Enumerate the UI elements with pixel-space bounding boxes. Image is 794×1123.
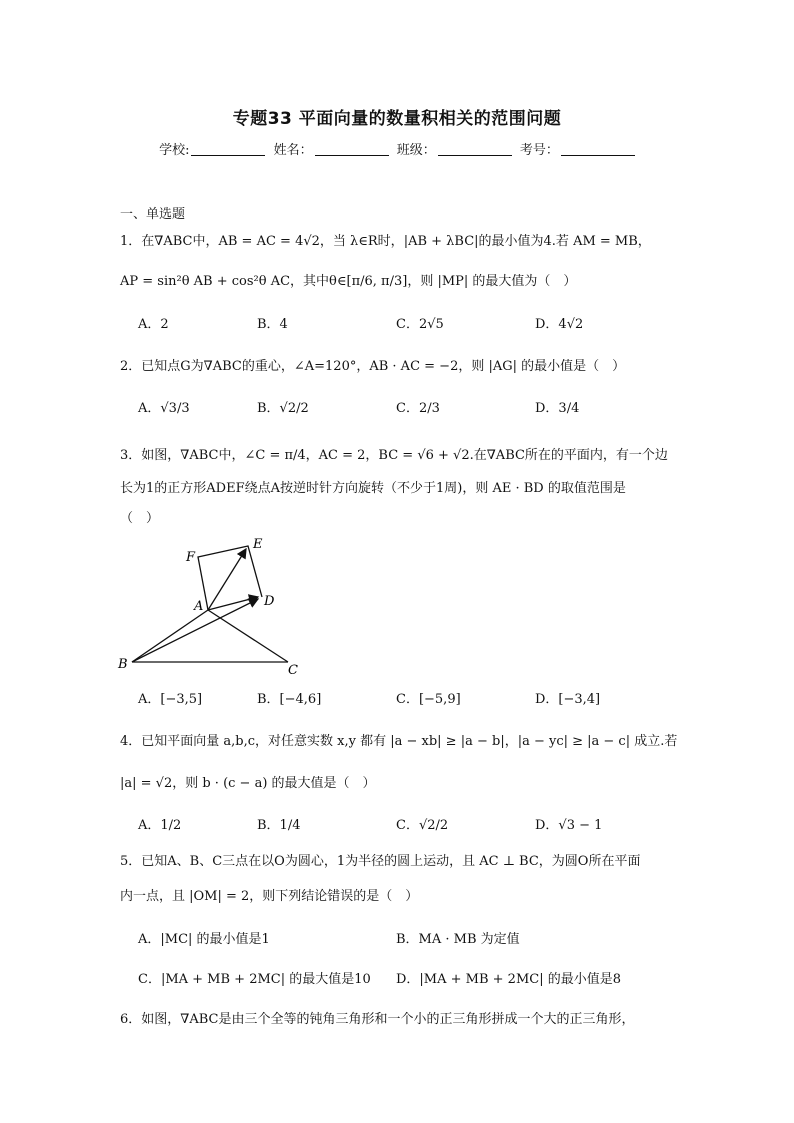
class-field: 班级： (397, 139, 512, 158)
question-5-line-1: 5．已知A、B、C三点在以O为圆心，1为半径的圆上运动，且 AC ⊥ BC，为圆O所在平面 (120, 854, 641, 869)
question-6-line-1: 6．如图，∇ABC是由三个全等的钝角三角形和一个小的正三角形拼成一个大的正三角形， (120, 1012, 635, 1027)
question-3-figure (112, 530, 312, 680)
section-heading: 一、单选题 (120, 207, 186, 222)
q3-option-c[interactable]: C．[−5,9] (396, 692, 461, 707)
label-b: B (118, 657, 128, 672)
vector-ae (208, 549, 246, 610)
label-e: E (253, 537, 263, 552)
question-3-line-3: （ ） (120, 511, 160, 526)
exam-number-blank[interactable] (561, 143, 635, 156)
q5-option-a[interactable]: A．|MC| 的最小值是1 (138, 932, 270, 947)
student-info-row (0, 139, 794, 158)
exam-number-field: 考号： (520, 139, 635, 158)
q1-abs-expression: |AB + λBC| (403, 234, 479, 249)
q2-option-c[interactable]: C．2/3 (396, 401, 440, 416)
q1-option-d[interactable]: D．4√2 (535, 317, 584, 332)
label-d: D (264, 594, 275, 609)
school-blank[interactable] (191, 143, 265, 156)
class-blank[interactable] (438, 143, 512, 156)
q5-option-c[interactable]: C．|MA + MB + 2MC| 的最大值是10 (138, 972, 371, 987)
question-4-line-2: |a| = √2，则 b · (c − a) 的最大值是（ ） (120, 776, 376, 791)
q4-option-a[interactable]: A．1/2 (138, 818, 182, 833)
segment-ab (132, 610, 208, 662)
question-5-line-2: 内一点，且 |OM| = 2，则下列结论错误的是（ ） (120, 889, 419, 904)
name-blank[interactable] (315, 143, 389, 156)
question-4-line-1: 4．已知平面向量 a,b,c，对任意实数 x,y 都有 |a − xb| ≥ |a − b|，|a − yc| ≥ |a − c| 成立.若 (120, 734, 678, 749)
q1-option-c[interactable]: C．2√5 (396, 317, 444, 332)
q2-option-a[interactable]: A．√3/3 (138, 401, 190, 416)
label-c: C (288, 663, 298, 678)
q1-option-b[interactable]: B．4 (257, 317, 288, 332)
q1-interval: [π/6, π/3] (346, 274, 408, 289)
question-2-line-1: 2．已知点G为∇ABC的重心，∠A=120°，AB · AC = −2，则 |AG| 的最小值是（ ） (120, 359, 626, 374)
q5-option-d[interactable]: D．|MA + MB + 2MC| 的最小值是8 (396, 972, 621, 987)
q4-option-d[interactable]: D．√3 − 1 (535, 818, 603, 833)
q4-option-b[interactable]: B．1/4 (257, 818, 301, 833)
label-f: F (186, 550, 196, 565)
question-1-line-2: AP = sin²θ AB + cos²θ AC，其中θ∈[π/6, π/3]，则 |MP| 的最大值为（ ） (120, 274, 577, 289)
name-field: 姓名： (274, 139, 389, 158)
document-title: 专题33 平面向量的数量积相关的范围问题 (232, 109, 562, 129)
q1-option-a[interactable]: A．2 (138, 317, 169, 332)
school-field: 学校: (159, 139, 265, 158)
q5-option-b[interactable]: B．MA · MB 为定值 (396, 932, 520, 947)
q2-option-b[interactable]: B．√2/2 (257, 401, 309, 416)
question-1-line-1: 1．在∇ABC中，AB = AC = 4√2，当 λ∈R时，|AB + λBC|的最小值为4.若 AM = MB， (120, 234, 651, 249)
q3-option-d[interactable]: D．[−3,4] (535, 692, 601, 707)
question-3-line-2: 长为1的正方形ADEF绕点A按逆时针方向旋转（不少于1周)，则 AE · BD 的取值范围是 (120, 481, 626, 496)
q2-option-d[interactable]: D．3/4 (535, 401, 580, 416)
square-adef (198, 546, 262, 610)
q3-option-b[interactable]: B．[−4,6] (257, 692, 322, 707)
q4-option-c[interactable]: C．√2/2 (396, 818, 449, 833)
label-a: A (194, 599, 204, 614)
q3-option-a[interactable]: A．[−3,5] (138, 692, 203, 707)
question-3-line-1: 3．如图，∇ABC中，∠C = π/4，AC = 2，BC = √6 + √2.在∇ABC所在的平面内，有一个边 (120, 448, 668, 463)
